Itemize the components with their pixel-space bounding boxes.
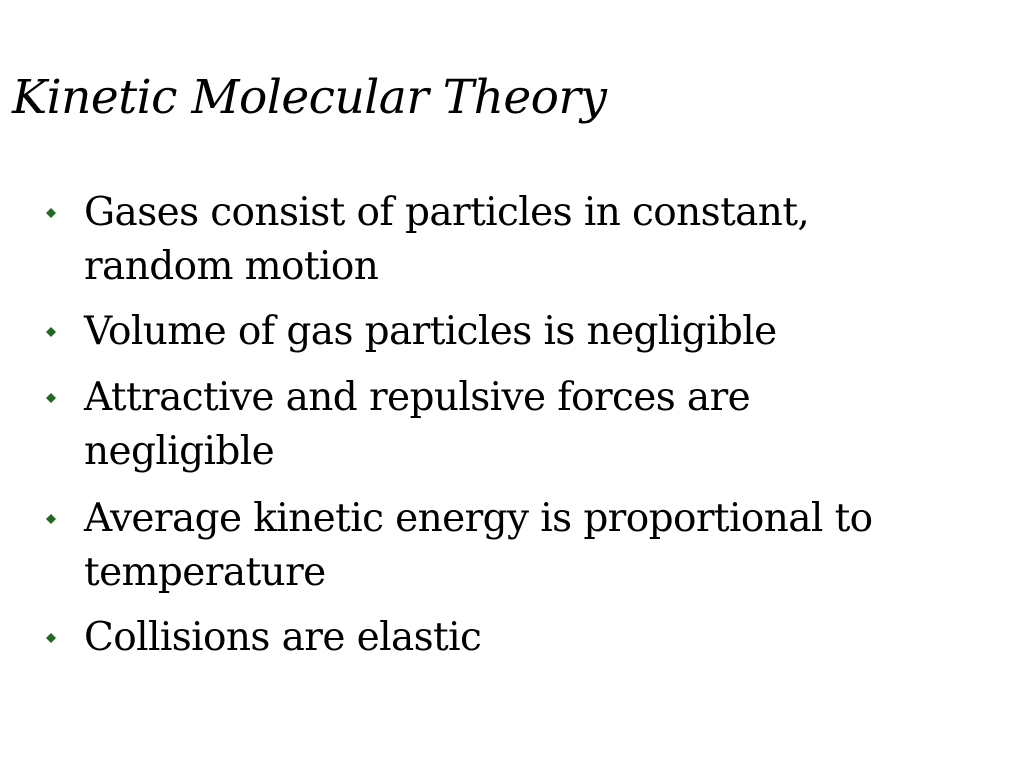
diamond-bullet-icon — [46, 208, 56, 218]
bullet-line: Collisions are elastic — [84, 615, 482, 660]
bullet-text — [84, 305, 944, 359]
diamond-bullet-icon — [46, 327, 56, 337]
bullet-line: Volume of gas particles is negligible — [84, 309, 777, 354]
bullet-line: Average kinetic energy is proportional to — [84, 496, 873, 541]
bullet-line: Attractive and repulsive forces are — [84, 375, 751, 420]
diamond-bullet-icon — [46, 393, 56, 403]
diamond-bullet-icon — [46, 633, 56, 643]
bullet-text — [84, 186, 944, 294]
bullet-text — [84, 371, 944, 479]
bullet-line: negligible — [84, 429, 275, 474]
bullet-text — [84, 492, 944, 600]
diamond-bullet-icon — [46, 514, 56, 524]
slide-title: Kinetic Molecular Theory — [12, 70, 607, 125]
bullet-text — [84, 611, 944, 665]
bullet-line: temperature — [84, 550, 326, 595]
bullet-line: Gases consist of particles in constant, — [84, 190, 810, 235]
bullet-line: random motion — [84, 244, 379, 289]
